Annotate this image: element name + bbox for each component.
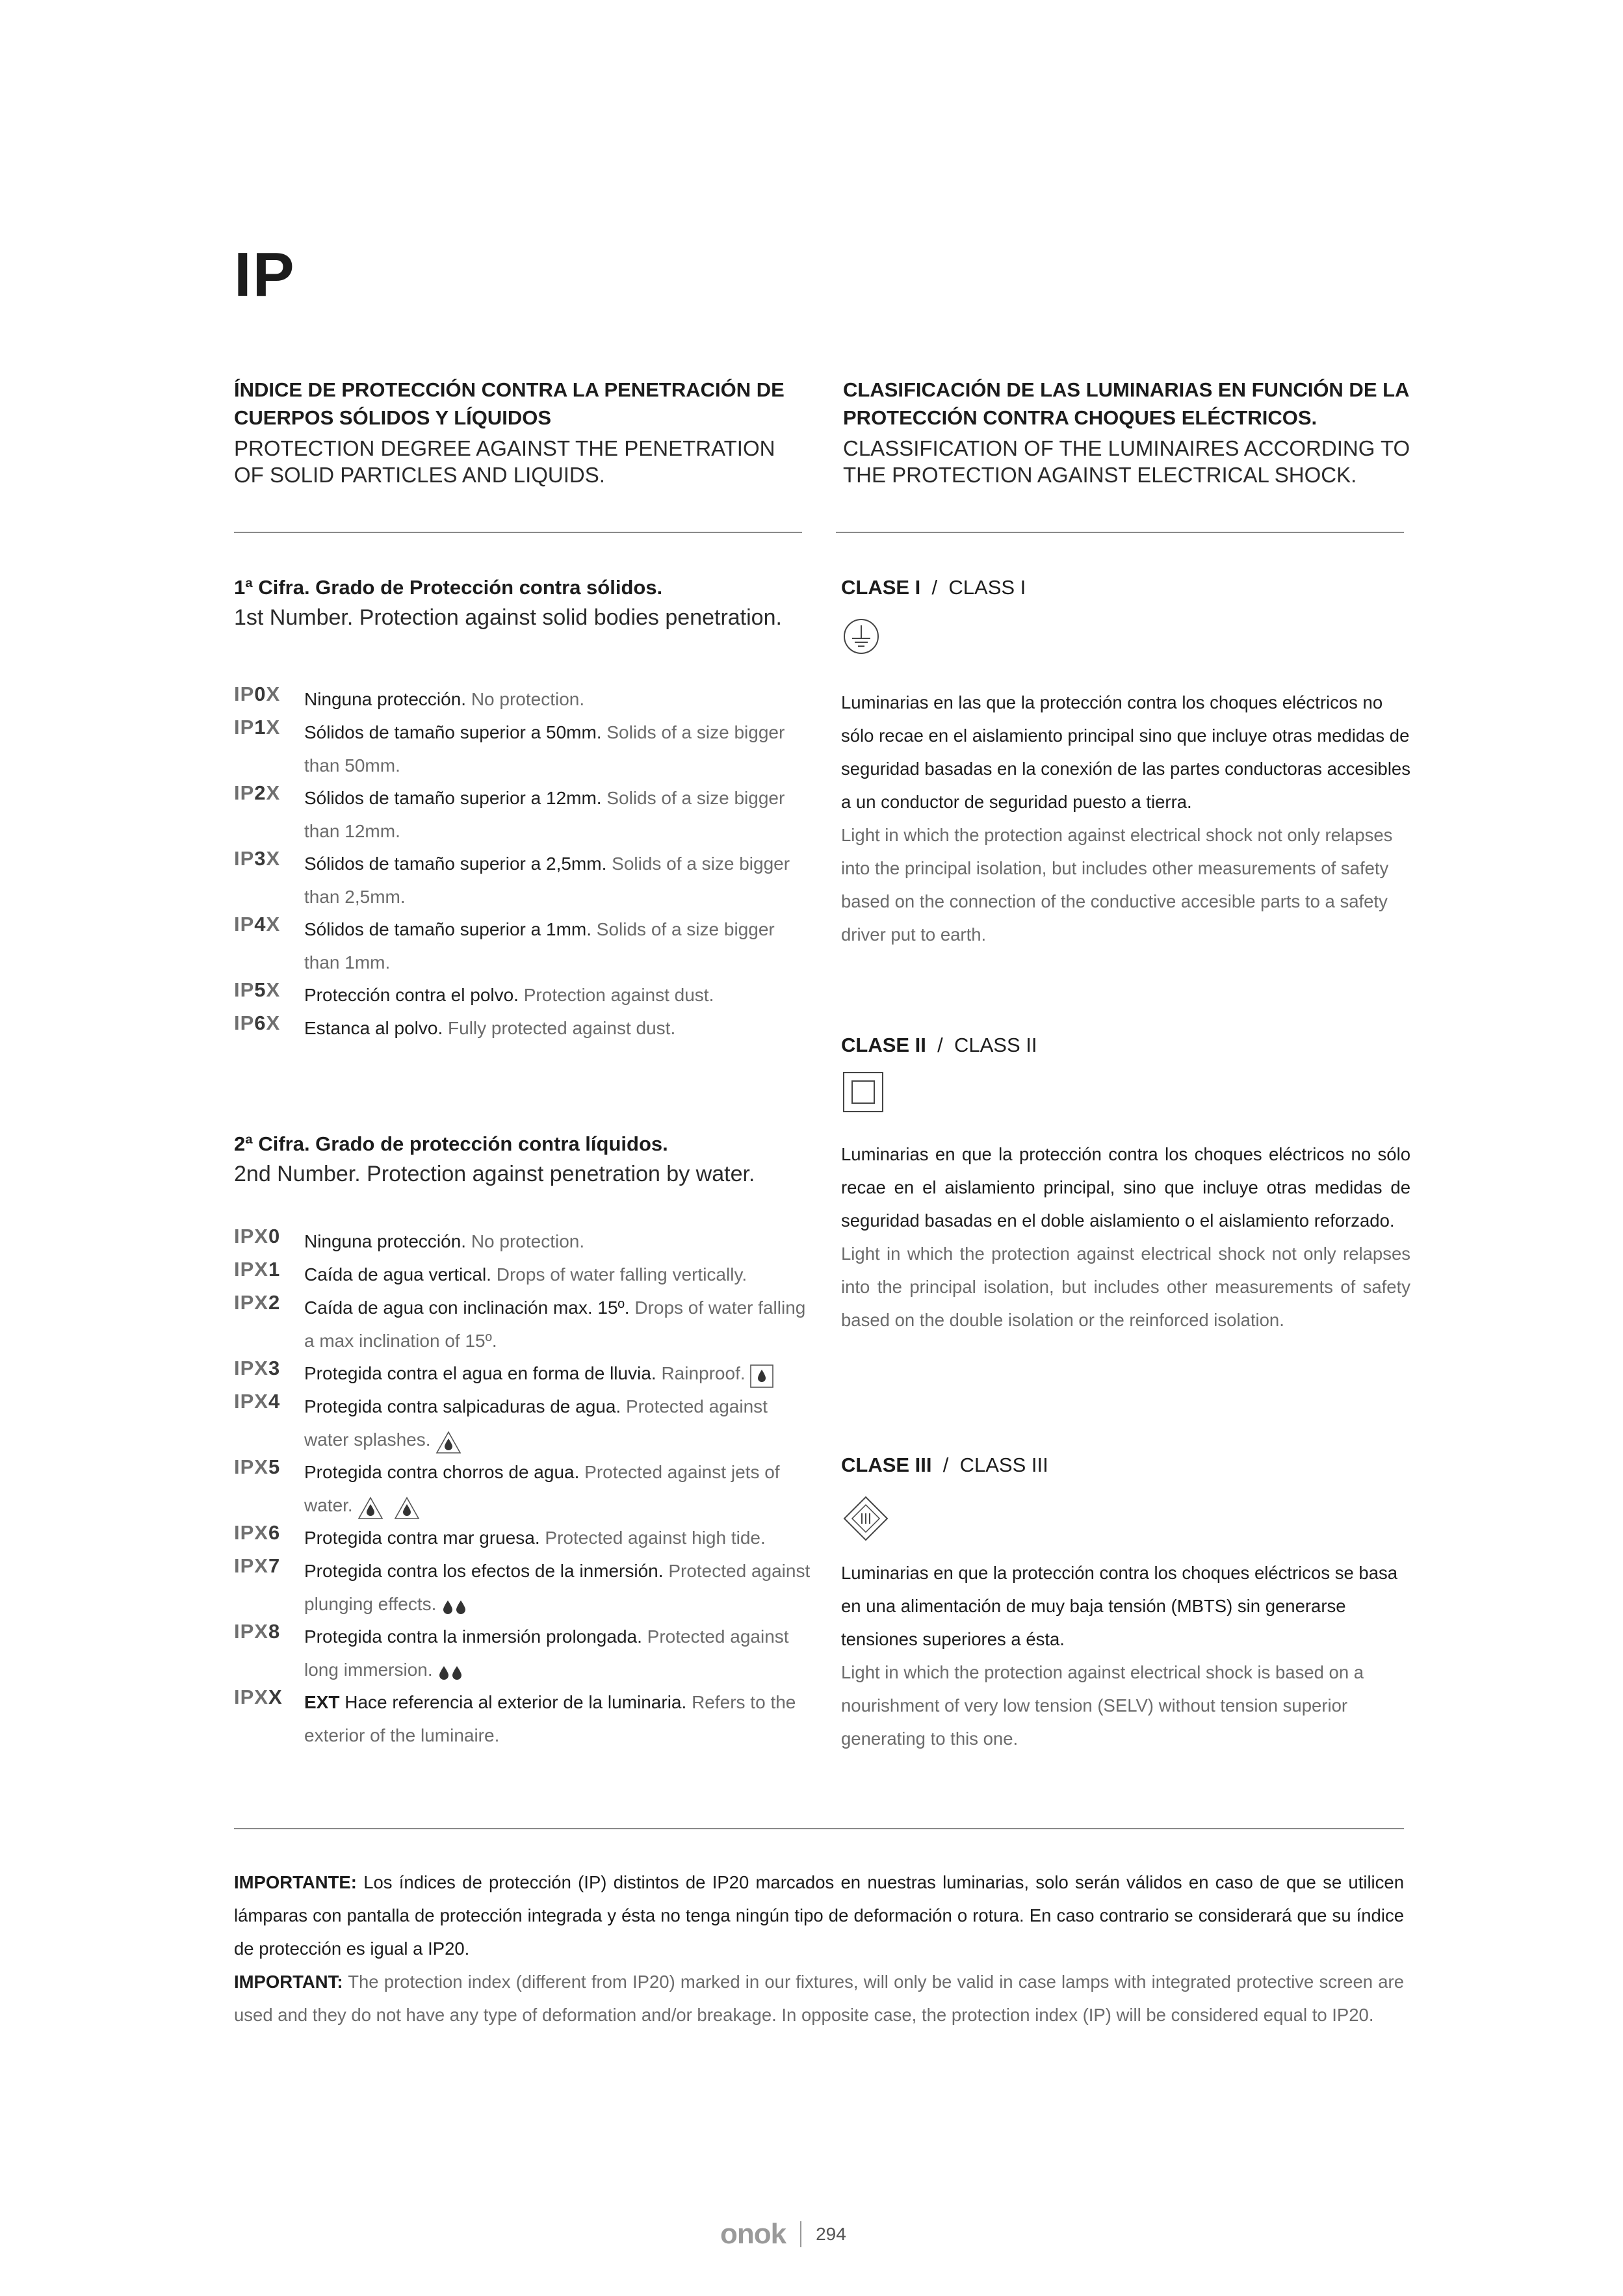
ipx-code: IPX2 [234, 1291, 281, 1314]
liquids-heading [234, 1130, 819, 1190]
ip-description: Estanca al polvo. Fully protected against dust. [304, 1018, 676, 1038]
class-3-en: Light in which the protection against electrical shock is based on a nourishment of very low tension (SELV) without tension superior generating to this one. [841, 1662, 1364, 1749]
class-2-sep: / [937, 1034, 943, 1056]
ip-code: IP4X [234, 913, 281, 935]
solids-heading-es: 1ª Cifra. Grado de Protección contra sólidos. [234, 576, 663, 599]
ip-description: Sólidos de tamaño superior a 50mm. Solids of a size bigger than 50mm. [304, 722, 785, 776]
footer-separator [800, 2221, 801, 2247]
important-text-en: The protection index (different from IP20) marked in our fixtures, will only be valid in case lamps with integrated protective screen are used and they do not have any type of deformation and/or breakage. In opposite case, the protection index (IP) will be considered equal to IP20. [234, 1972, 1404, 2025]
ipx-code: IPX1 [234, 1258, 281, 1281]
ipx-code: IPX8 [234, 1620, 281, 1643]
class-2-text [841, 1138, 1410, 1337]
ipx-code: IPX6 [234, 1521, 281, 1544]
splash-triangle-icon [435, 1424, 461, 1457]
ipx-code: IPX4 [234, 1390, 281, 1413]
important-label-en: IMPORTANT: [234, 1972, 343, 1992]
ip-description: Ninguna protección. No protection. [304, 689, 585, 709]
divider-bottom [234, 1828, 1404, 1829]
ip-description: Sólidos de tamaño superior a 12mm. Solids of a size bigger than 12mm. [304, 788, 785, 841]
class-3-label [841, 1452, 1048, 1478]
jet-triangles-icon [357, 1490, 420, 1523]
right-header [843, 376, 1415, 488]
important-note [234, 1866, 1404, 2031]
class-3-label-es: CLASE III [841, 1454, 932, 1476]
ip-description: Protección contra el polvo. Protection against dust. [304, 985, 714, 1005]
class-1-en: Light in which the protection against electrical shock not only relapses into the principal isolation, but includes other measurements of safety based on the connection of the conductive accesible parts to a safety driver put to earth. [841, 825, 1393, 945]
important-es [234, 1866, 1404, 1965]
ip-code: IP1X [234, 716, 281, 738]
ipx-code: IPX5 [234, 1455, 281, 1478]
ip-code: IP6X [234, 1011, 281, 1034]
left-header [234, 376, 806, 488]
liquids-heading-es: 2ª Cifra. Grado de protección contra líquidos. [234, 1132, 668, 1155]
footer [720, 2218, 846, 2250]
class-1-sep: / [931, 576, 938, 599]
right-header-en: CLASSIFICATION OF THE LUMINAIRES ACCORDING TO THE PROTECTION AGAINST ELECTRICAL SHOCK. [843, 436, 1410, 487]
ipx-code: IPX3 [234, 1357, 281, 1379]
brand-logo: onok [720, 2218, 786, 2250]
ipx-description: Protegida contra la inmersión prolongada. Protected against long immersion. [304, 1620, 811, 1688]
class-1-es: Luminarias en las que la protección contra los choques eléctricos no sólo recae en el aislamiento principal sino que incluye otras medidas de seguridad basadas en la conexión de las partes conductoras accesibles a un conductor de seguridad puesto a tierra. [841, 692, 1410, 812]
class-2-label-en: CLASS II [954, 1034, 1037, 1056]
class-2-en: Light in which the protection against electrical shock not only relapses into the principal isolation, but includes other measurements of safety based on the double isolation or the reinforced isolation. [841, 1244, 1410, 1330]
class-2-label [841, 1032, 1037, 1058]
rain-drop-square-icon [750, 1358, 773, 1391]
class-1-text [841, 686, 1410, 951]
ip-code: IP2X [234, 781, 281, 804]
class-1-label-en: CLASS I [948, 576, 1026, 599]
class-1-label-es: CLASE I [841, 576, 921, 599]
ipx-description: Caída de agua vertical. Drops of water falling vertically. [304, 1264, 747, 1285]
ipx-description: Protegida contra mar gruesa. Protected against high tide. [304, 1528, 766, 1548]
ipx-description: Protegida contra chorros de agua. Protected against jets of water. [304, 1455, 811, 1523]
class-2-label-es: CLASE II [841, 1034, 926, 1056]
right-header-es: CLASIFICACIÓN DE LAS LUMINARIAS EN FUNCIÓN DE LA PROTECCIÓN CONTRA CHOQUES ELÉCTRICOS. [843, 378, 1409, 429]
double-drop-icon [441, 1589, 467, 1622]
divider-left [234, 532, 802, 533]
ip-description: Sólidos de tamaño superior a 2,5mm. Solids of a size bigger than 2,5mm. [304, 854, 790, 907]
left-header-en: PROTECTION DEGREE AGAINST THE PENETRATION OF SOLID PARTICLES AND LIQUIDS. [234, 436, 775, 487]
ipx-code: IPX7 [234, 1554, 281, 1577]
page-number: 294 [816, 2224, 846, 2244]
double-drop-icon [437, 1654, 463, 1688]
ipx-description: Protegida contra el agua en forma de lluvia. Rainproof. [304, 1357, 811, 1391]
important-label-es: IMPORTANTE: [234, 1872, 357, 1892]
diamond-iii-icon [842, 1495, 889, 1542]
page-title: IP [234, 240, 296, 309]
ipx-code: IPX0 [234, 1225, 281, 1247]
ipx-description: Caída de agua con inclinación max. 15º. Drops of water falling a max inclination of 15º. [304, 1298, 806, 1351]
ipx-description: Protegida contra salpicaduras de agua. Protected against water splashes. [304, 1390, 811, 1457]
class-3-label-en: CLASS III [959, 1454, 1048, 1476]
left-header-es: ÍNDICE DE PROTECCIÓN CONTRA LA PENETRACIÓN DE CUERPOS SÓLIDOS Y LÍQUIDOS [234, 378, 785, 429]
class-3-sep: / [942, 1454, 949, 1476]
important-en [234, 1965, 1404, 2031]
ip-description: Sólidos de tamaño superior a 1mm. Solids of a size bigger than 1mm. [304, 919, 775, 972]
solids-heading-en: 1st Number. Protection against solid bodies penetration. [234, 605, 782, 630]
class-1-label [841, 575, 1026, 601]
ipx-description: EXT Hace referencia al exterior de la luminaria. Refers to the exterior of the luminaire. [304, 1692, 796, 1745]
divider-right [836, 532, 1404, 533]
ip-code: IP0X [234, 683, 281, 705]
ipx-description: Ninguna protección. No protection. [304, 1231, 585, 1251]
class-3-es: Luminarias en que la protección contra los choques eléctricos se basa en una alimentación de muy baja tensión (MBTS) sin generarse tensiones superiores a ésta. [841, 1563, 1398, 1649]
ipx-code: IPXX [234, 1686, 283, 1708]
liquids-heading-en: 2nd Number. Protection against penetration by water. [234, 1162, 755, 1186]
class-2-es: Luminarias en que la protección contra los choques eléctricos no sólo recae en el aislamiento principal, sino que incluye otras medidas de seguridad basadas en el doble aislamiento o el aislamiento reforzado. [841, 1144, 1410, 1231]
ip-code: IP5X [234, 978, 281, 1001]
class-3-text [841, 1556, 1410, 1755]
solids-heading [234, 573, 819, 633]
ipx-description: Protegida contra los efectos de la inmersión. Protected against plunging effects. [304, 1554, 811, 1622]
important-text-es: Los índices de protección (IP) distintos de IP20 marcados en nuestras luminarias, solo serán válidos en caso de que se utilicen lámparas con pantalla de protección integrada y ésta no tenga ningún tipo de deformación o rotura. En caso contrario se considerará que su índice de protección es igual a IP20. [234, 1872, 1404, 1959]
earth-ground-icon [842, 618, 880, 655]
double-square-icon [842, 1071, 884, 1113]
ip-code: IP3X [234, 847, 281, 870]
